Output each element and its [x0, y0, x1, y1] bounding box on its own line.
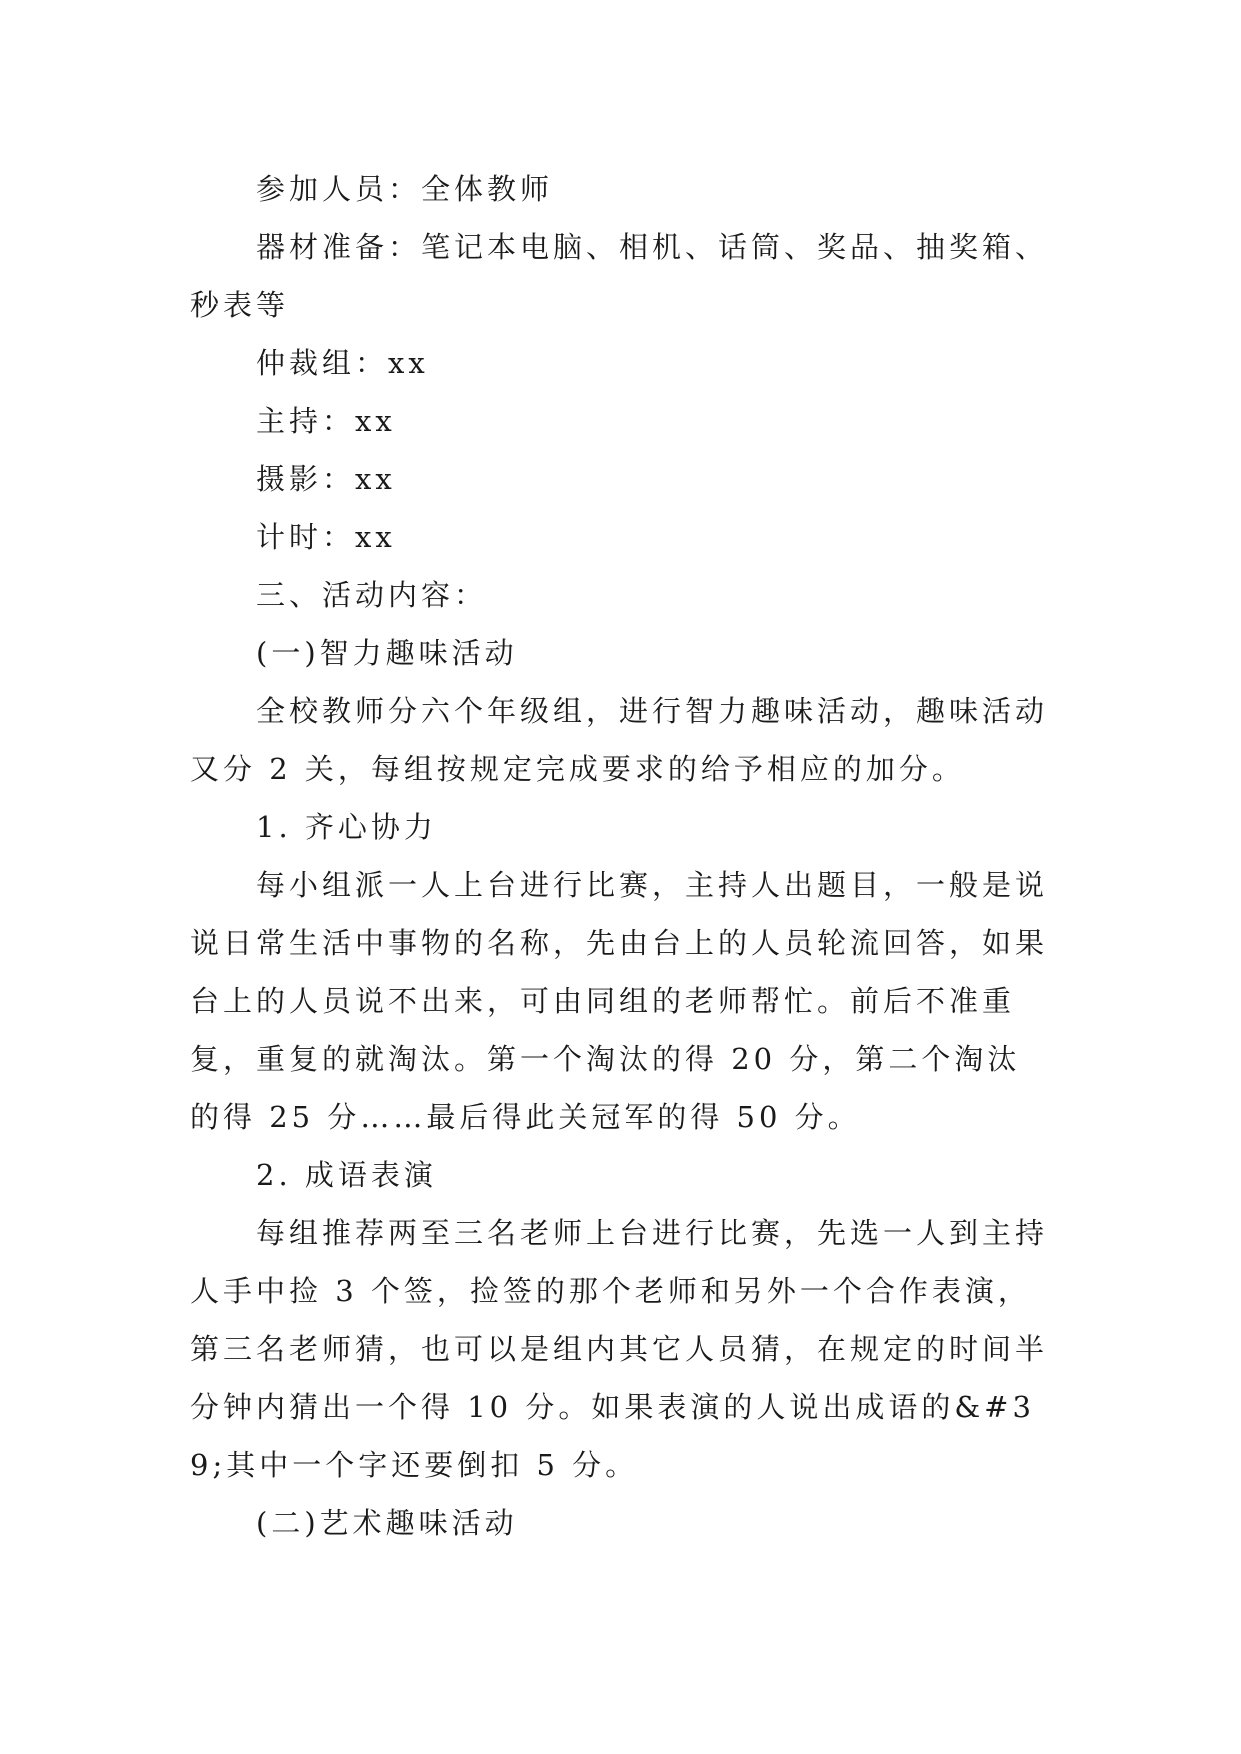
paragraph-participants: 参加人员：全体教师 [256, 172, 554, 206]
paragraph-equipment: 器材准备：笔记本电脑、相机、话筒、奖品、抽奖箱、秒表等 [190, 230, 1049, 322]
item-heading-idiom-performance: 2. 成语表演 [256, 1158, 437, 1192]
item-heading-teamwork: 1. 齐心协力 [256, 810, 437, 844]
paragraph-idiom-rules: 每组推荐两至三名老师上台进行比赛，先选一人到主持人手中捡 3 个签，捡签的那个老师和另外一个合作表演，第三名老师猜，也可以是组内其它人员猜，在规定的时间半分钟内猜出一个得 10 分。如果表演的人说出成语的&#39;其中一个字还要倒扣 5 分。 [190, 1216, 1049, 1482]
paragraph-intellectual-intro: 全校教师分六个年级组，进行智力趣味活动，趣味活动又分 2 关，每组按规定完成要求的给予相应的加分。 [190, 694, 1049, 786]
paragraph-arbitration: 仲裁组：xx [256, 346, 429, 380]
document-body [190, 160, 1052, 1552]
paragraph-timing: 计时：xx [256, 520, 396, 554]
paragraph-photography: 摄影：xx [256, 462, 396, 496]
paragraph-teamwork-rules: 每小组派一人上台进行比赛，主持人出题目，一般是说说日常生活中事物的名称，先由台上的人员轮流回答，如果台上的人员说不出来，可由同组的老师帮忙。前后不准重复，重复的就淘汰。第一个淘汰的得 20 分，第二个淘汰的得 25 分……最后得此关冠军的得 50 分。 [190, 868, 1049, 1134]
subsection-heading-art: (二)艺术趣味活动 [256, 1506, 518, 1540]
section-heading-activity-content: 三、活动内容： [256, 578, 488, 612]
subsection-heading-intellectual: (一)智力趣味活动 [256, 636, 518, 670]
paragraph-host: 主持：xx [256, 404, 396, 438]
